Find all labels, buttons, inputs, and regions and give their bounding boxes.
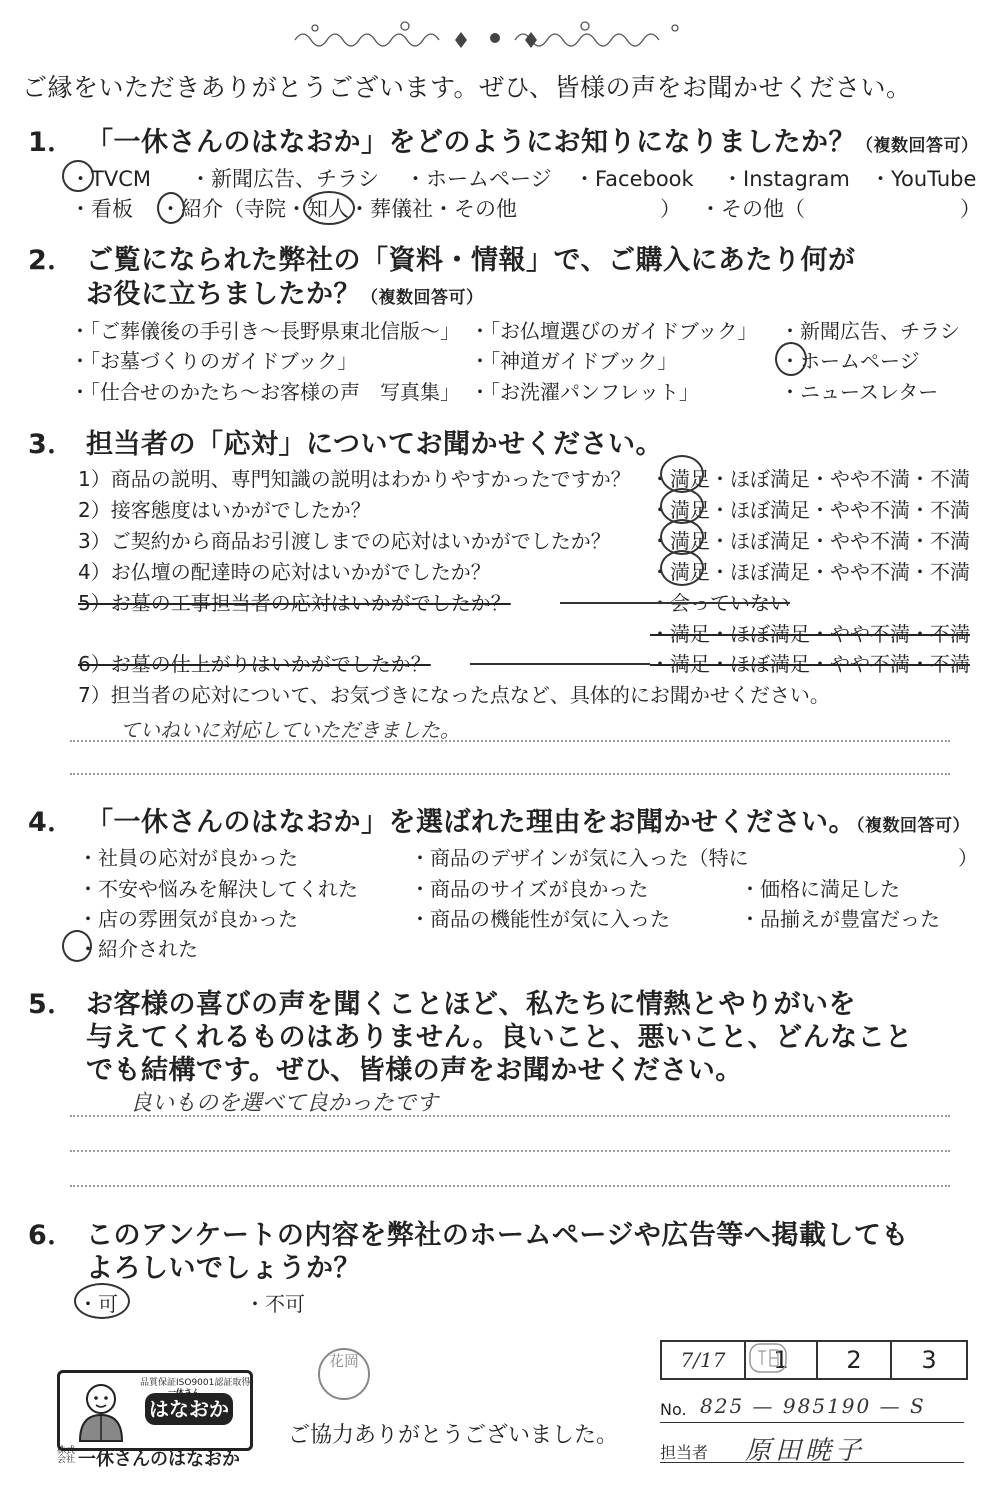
record-cell-2: 2 [818,1342,892,1378]
record-cell-1-label: 1 [773,1346,789,1374]
q1-option-instagram[interactable]: ・Instagram [722,167,850,191]
answer-circle-mark [74,1283,130,1319]
q3-item6-scale: ・満足・ほぼ満足・やや不満・不満 [650,652,970,676]
q4-option-referral[interactable]: ・紹介された [78,937,198,961]
answer-line [70,773,950,775]
decorative-ornament [285,18,705,56]
q2-option-butsudan-guide[interactable]: ・「お仏壇選びのガイドブック」 [470,319,758,343]
q1-title: 「一休さんのはなおか」をどのようにお知りになりましたか？ [86,127,856,158]
answer-line [70,1185,950,1187]
q1-option-signboard[interactable]: ・看板 [70,197,133,221]
q3-item3-scale[interactable]: ・満足・ほぼ満足・やや不満・不満 [650,529,970,553]
q5-title-line1: お客様の喜びの声を聞くことほど、私たちに情熱とやりがいを [86,989,856,1020]
q3-handwritten-answer[interactable]: ていねいに対応していただきました。 [120,718,460,742]
q4-option-function[interactable]: ・商品の機能性が気に入った [410,907,670,931]
q2-note: （複数回答可） [361,288,484,308]
q3-item2-question: 2）接客態度はいかがでしたか？ [78,498,371,522]
q3-heading [28,422,663,461]
q3-item5-not-met[interactable]: ・会っていない [650,591,790,615]
q1-option-homepage[interactable]: ・ホームページ [405,167,552,191]
q3-item7-question: 7）担当者の応対について、お気づきになった点など、具体的にお聞かせください。 [78,683,830,707]
q3-item4-question: 4）お仏壇の配達時の応対はいかがでしたか？ [78,560,491,584]
q4-heading [28,800,970,839]
q3-item4-scale[interactable]: ・満足・ほぼ満足・やや不満・不満 [650,560,970,584]
q1-option-facebook[interactable]: ・Facebook [574,167,694,191]
q2-title-line1: ご覧になられた弊社の「資料・情報」で、ご購入にあたり何が [86,245,856,276]
q3-item1-scale[interactable]: ・満足・ほぼ満足・やや不満・不満 [650,467,970,491]
monk-mascot-icon [66,1381,136,1443]
q1-number: 1． [28,127,75,158]
q3-item3-question: 3）ご契約から商品お引渡しまでの応対はいかがでしたか？ [78,529,611,553]
staff-name[interactable]: 原田暁子 [745,1436,866,1466]
q5-title-line3: でも結構です。ぜひ、皆様の声をお聞かせください。 [86,1055,743,1086]
q4-number: 4． [28,807,75,838]
strike-line [560,602,790,604]
answer-circle-mark [303,191,355,225]
thanks-text: ご協力ありがとうございました。 [288,1423,619,1448]
q2-title-line2: お役に立ちましたか？ [86,279,361,310]
logo-company-prefix: 株式会社 [57,1446,76,1465]
answer-line [70,1150,950,1152]
answer-line [70,740,950,742]
q2-heading-line2 [86,272,484,311]
q1-option-referral[interactable]: ・紹介（寺院・知人・葬儀社・その他 [160,197,517,221]
logo-title: はなおか [145,1393,233,1425]
q2-option-funeral-guide[interactable]: ・「ご葬儀後の手引き～長野県東北信版～」 [70,319,460,343]
staff-underline [660,1462,964,1463]
q3-item1-question: 1）商品の説明、専門知識の説明はわかりやすかったですか？ [78,467,631,491]
q6-title-line2: よろしいでしょうか？ [86,1253,361,1284]
staff-seal-stamp [748,1342,788,1374]
answer-circle-mark [62,160,94,192]
q2-option-newsletter[interactable]: ・ニュースレター [780,380,939,404]
q6-option-no[interactable]: ・不可 [245,1292,305,1316]
q5-handwritten-answer[interactable]: 良いものを選べて良かったです [130,1091,439,1116]
q4-note: （複数回答可） [856,816,970,836]
answer-circle-mark [62,930,92,962]
answer-circle-mark [775,342,807,376]
q4-option-price[interactable]: ・価格に満足した [740,877,900,901]
q4-option-selection[interactable]: ・品揃えが豊富だった [740,907,940,931]
q1-heading [28,120,979,159]
q1-note: （複数回答可） [856,136,979,156]
q6-number: 6． [28,1220,75,1251]
company-logo [57,1370,253,1451]
strike-line [470,663,650,665]
q1-paren-close: ） [660,197,681,221]
record-no-underline [660,1422,964,1423]
answer-line [70,1115,950,1117]
q1-option-youtube[interactable]: ・YouTube [870,167,977,191]
q4-option-solved[interactable]: ・不安や悩みを解決してくれた [78,877,358,901]
answer-circle-mark [660,550,704,586]
q6-option-yes[interactable]: ・可 [78,1292,118,1316]
answer-circle-mark [157,192,185,224]
q3-item5-scale: ・満足・ほぼ満足・やや不満・不満 [650,622,970,646]
logo-company-name: 一休さんのはなおか [78,1449,240,1470]
q5-title-line2: 与えてくれるものはありません。良いこと、悪いこと、どんなこと [86,1022,913,1053]
q3-item5-question: 5）お墓の工事担当者の応対はいかがでしたか？ [78,591,511,615]
staff-label: 担当者 [660,1443,709,1462]
q3-item6-question: 6）お墓の仕上がりはいかがでしたか？ [78,652,431,676]
q1-option-tvcm[interactable]: ・TVCM [70,167,151,191]
record-cell-3: 3 [921,1346,937,1374]
q4-option-staff[interactable]: ・社員の応対が良かった [78,846,298,870]
record-date: 7/17 [662,1342,746,1378]
q3-item2-scale[interactable]: ・満足・ほぼ満足・やや不満・不満 [650,498,970,522]
q5-number: 5． [28,989,75,1020]
q2-option-newspaper[interactable]: ・新聞広告、チラシ [780,319,960,343]
greeting-text: ご縁をいただきありがとうございます。ぜひ、皆様の声をお聞かせください。 [22,73,912,102]
record-no-label: No. [660,1400,687,1419]
q3-title: 担当者の「応対」についてお聞かせください。 [86,429,663,460]
q4-title: 「一休さんのはなおか」を選ばれた理由をお聞かせください。 [86,807,856,838]
q4-paren-close: ） [958,846,978,870]
q1-option-newspaper[interactable]: ・新聞広告、チラシ [190,167,379,191]
q6-title-line1: このアンケートの内容を弊社のホームページや広告等へ掲載しても [86,1220,909,1251]
logo-certification: 品質保証ISO9001認証取得 [140,1378,251,1388]
q2-option-grave-guide[interactable]: ・「お墓づくりのガイドブック」 [70,349,358,373]
q4-option-size[interactable]: ・商品のサイズが良かった [410,877,649,901]
q4-option-atmosphere[interactable]: ・店の雰囲気が良かった [78,907,298,931]
q4-option-design[interactable]: ・商品のデザインが気に入った（特に [410,846,749,870]
hanaoka-stamp: 花岡 [318,1348,370,1400]
q2-option-shinto-guide[interactable]: ・「神道ガイドブック」 [470,349,678,373]
q3-number: 3． [28,429,75,460]
q2-number: 2． [28,245,75,276]
q1-option-other[interactable]: ・その他（ [700,197,805,221]
record-grid [660,1340,968,1380]
q2-option-homepage[interactable]: ・ホームページ [780,349,920,373]
q1-other-paren-close: ） [960,197,981,221]
record-no-value[interactable]: 825 — 985190 — S [700,1394,926,1418]
q2-option-laundry-pamphlet[interactable]: ・「お洗濯パンフレット」 [470,380,699,404]
q2-option-photo-collection[interactable]: ・「仕合せのかたち～お客様の声 写真集」 [70,380,460,404]
